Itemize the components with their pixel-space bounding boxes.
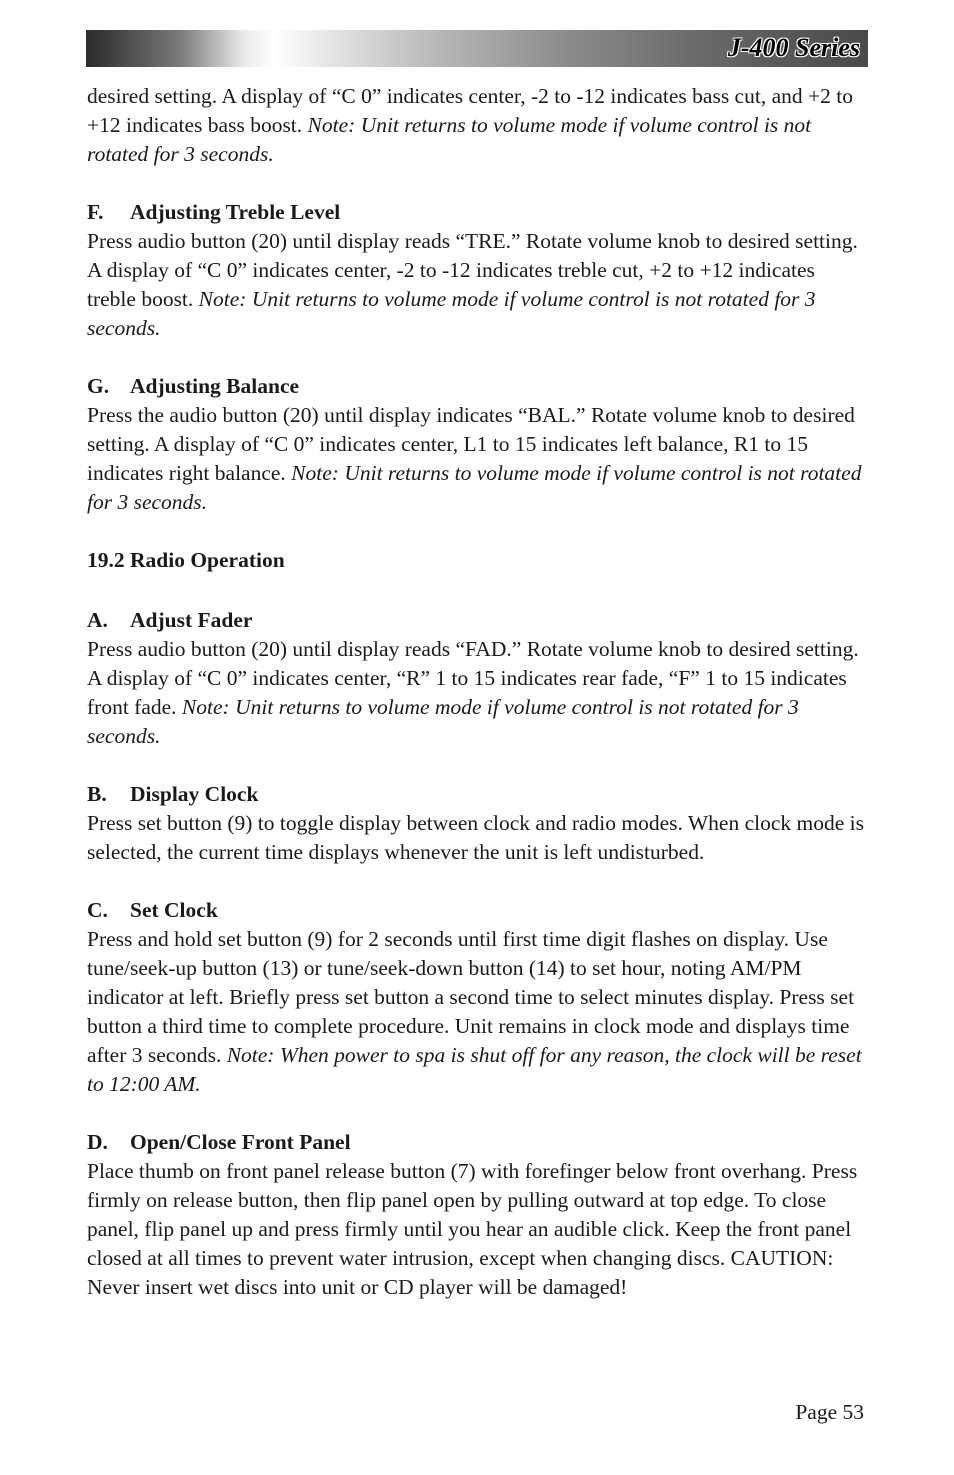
paragraph-text: Press audio button (20) until display reads “FAD.” Rotate volume knob to desired setting. A display of “C 0” indicates center, “R” 1 to 15 indicates rear fade, “F” 1 to 15 indicates front fade. xyxy=(87,637,859,719)
paragraph-display-clock: Press set button (9) to toggle display between clock and radio modes. When clock mode is selected, the current time displays whenever the unit is left undisturbed. xyxy=(87,811,865,864)
paragraph-bass-continued xyxy=(87,82,867,169)
header-title: J-400 Series xyxy=(727,33,860,62)
heading-adjust-fader xyxy=(87,606,867,635)
paragraph-balance xyxy=(87,401,867,517)
heading-title: Open/Close Front Panel xyxy=(130,1130,351,1154)
note-text: Note: When power to spa is shut off for any reason, the clock will be reset to 12:00 AM. xyxy=(87,1043,862,1096)
heading-title: Set Clock xyxy=(130,898,218,922)
note-text: Note: Unit returns to volume mode if volume control is not rotated for 3 seconds. xyxy=(87,695,799,748)
heading-letter: G. xyxy=(87,374,110,398)
heading-letter: A. xyxy=(87,608,108,632)
paragraph-text: Press the audio button (20) until display indicates “BAL.” Rotate volume knob to desired setting. A display of “C 0” indicates center, L1 to 15 indicates left balance, R1 to 15 indicates right balance. xyxy=(87,403,855,485)
heading-adjusting-balance xyxy=(87,372,867,401)
paragraph-text: Press and hold set button (9) for 2 seconds until first time digit flashes on display. Use tune/seek-up button (13) or tune/seek-down button (14) to set hour, noting AM/PM indicator at left. Briefly press set button a second time to select minutes display. Press set button a third time to complete procedure. Unit remains in clock mode and displays time after 3 seconds. xyxy=(87,927,855,1067)
heading-adjusting-treble-level xyxy=(87,198,867,227)
note-text: Note: Unit returns to volume mode if volume control is not rotated for 3 seconds. xyxy=(87,287,816,340)
heading-letter: B. xyxy=(87,782,107,806)
heading-letter: F. xyxy=(87,200,104,224)
note-text: Note: Unit returns to volume mode if volume control is not rotated for 3 seconds. xyxy=(87,461,862,514)
heading-radio-operation: 19.2 Radio Operation xyxy=(87,548,285,572)
heading-display-clock xyxy=(87,780,867,809)
header-bar xyxy=(86,30,868,67)
note-text: Note: Unit returns to volume mode if volume control is not rotated for 3 seconds. xyxy=(87,113,812,166)
heading-title: Adjust Fader xyxy=(130,608,253,632)
heading-title: Display Clock xyxy=(130,782,259,806)
paragraph-treble xyxy=(87,227,867,343)
paragraph-set-clock xyxy=(87,925,867,1099)
heading-letter: D. xyxy=(87,1130,108,1154)
paragraph-fader xyxy=(87,635,867,751)
heading-set-clock xyxy=(87,896,867,925)
heading-open-close-front-panel xyxy=(87,1128,867,1157)
paragraph-text: Press audio button (20) until display reads “TRE.” Rotate volume knob to desired setting. A display of “C 0” indicates center, -2 to -12 indicates treble cut, +2 to +12 indicates treble boost. xyxy=(87,229,858,311)
paragraph-front-panel: Place thumb on front panel release button (7) with forefinger below front overhang. Press firmly on release button, then flip panel open by pulling outward at top edge. To close panel, flip panel up and press firmly until you hear an audible click. Keep the front panel closed at all times to prevent water intrusion, except when changing discs. CAUTION: Never insert wet discs into unit or CD player will be damaged! xyxy=(87,1159,858,1299)
heading-title: Adjusting Treble Level xyxy=(130,200,341,224)
page-content xyxy=(87,82,867,1302)
heading-letter: C. xyxy=(87,898,108,922)
heading-title: Adjusting Balance xyxy=(130,374,300,398)
paragraph-text: desired setting. A display of “C 0” indicates center, -2 to -12 indicates bass cut, and +2 to +12 indicates bass boost. xyxy=(87,84,853,137)
page-number: Page 53 xyxy=(795,1400,864,1424)
